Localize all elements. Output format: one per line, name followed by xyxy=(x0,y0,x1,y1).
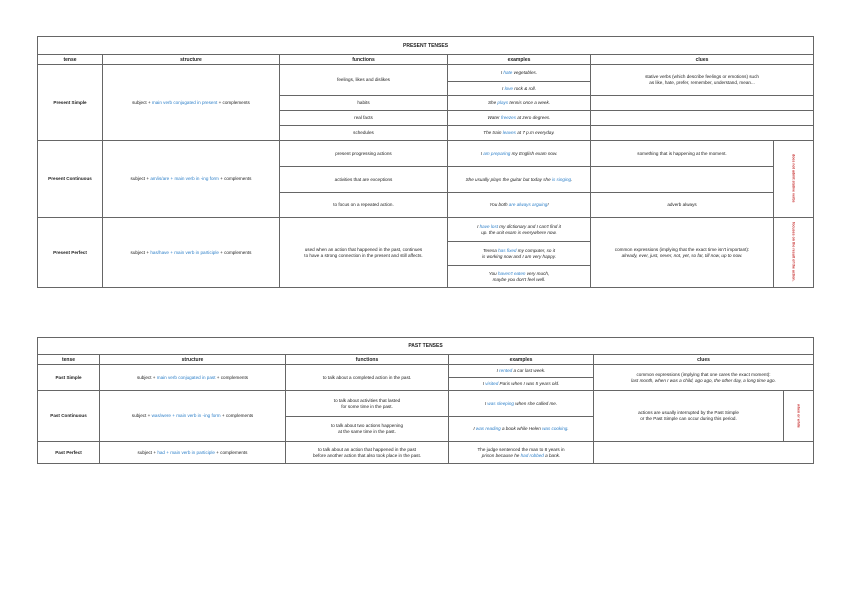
example-leaves: The train leaves at 7 p.m everyday. xyxy=(448,126,591,141)
example-visited: I visited Paris when I was 5 years old. xyxy=(449,378,594,391)
clue-happening-now: something that is happening at the moment. xyxy=(591,141,774,167)
example-freezes: Water freezes at zero degrees. xyxy=(448,111,591,126)
clues-empty xyxy=(591,96,814,111)
tense-present-continuous: Present Continuous xyxy=(38,141,103,218)
tense-past-continuous: Past Continuous xyxy=(38,391,100,442)
example-preparing: I am preparing my English exam now. xyxy=(448,141,591,167)
note-present-continuous: does not admit stative verbs xyxy=(774,141,814,218)
header-clues: clues xyxy=(591,55,814,65)
structure-past-continuous: subject + was/were + main verb in -ing form + complements xyxy=(100,391,286,442)
header-examples: examples xyxy=(449,355,594,365)
tense-past-perfect: Past Perfect xyxy=(38,442,100,464)
function-past-perfect: to talk about an action that happened in the past before another action that also took place in the past. xyxy=(286,442,449,464)
clue-adverb-always: adverb always xyxy=(591,193,774,218)
structure-past-simple: subject + main verb conjugated in past + complements xyxy=(100,365,286,391)
structure-present-continuous: subject + am/is/are + main verb in -ing form + complements xyxy=(103,141,280,218)
structure-present-perfect: subject + has/have + main verb in participle + complements xyxy=(103,218,280,288)
tense-present-perfect: Present Perfect xyxy=(38,218,103,288)
header-structure: structure xyxy=(103,55,280,65)
example-rented: I rented a car last week. xyxy=(449,365,594,378)
example-singing: She usually plays the guitar but today she is singing. xyxy=(448,167,591,193)
note-past-continuous: when or while xyxy=(784,391,814,442)
example-arguing: You both are always arguing! xyxy=(448,193,591,218)
header-clues: clues xyxy=(594,355,814,365)
function-present-perfect: used when an action that happened in the past, continues to have a strong connection in the present and still affects. xyxy=(280,218,448,288)
past-table-caption: PAST TENSES xyxy=(38,338,814,355)
header-structure: structure xyxy=(100,355,286,365)
clues-present-simple: stative verbs (which describe feelings or emotions) such as like, hate, prefer, remember, understand, mean... xyxy=(591,65,814,96)
function-habits: habits xyxy=(280,96,448,111)
structure-present-simple: subject + main verb conjugated in present + complements xyxy=(103,65,280,141)
header-functions: functions xyxy=(280,55,448,65)
function-repeated: to focus on a repeated action. xyxy=(280,193,448,218)
tense-past-simple: Past Simple xyxy=(38,365,100,391)
function-lasted: to talk about activities that lasted for some time in the past. xyxy=(286,391,449,417)
function-real-facts: real facts xyxy=(280,111,448,126)
past-tenses-table xyxy=(37,337,814,464)
example-reading: I was reading a book while Helen was cooking. xyxy=(449,417,594,442)
structure-past-perfect: subject + had + main verb in participle + complements xyxy=(100,442,286,464)
header-tense: tense xyxy=(38,355,100,365)
example-fixed: Teresa has fixed my computer, so it is working now and I am very happy. xyxy=(448,242,591,266)
header-examples: examples xyxy=(448,55,591,65)
function-exceptions: activities that are exceptions xyxy=(280,167,448,193)
clues-past-continuous: actions are usually interrupted by the Past Simple or the Past Simple can occur during this period. xyxy=(594,391,784,442)
clues-past-simple: common expressions (implying that one cares the exact moment): last month, when I was a child, ago ago, the other day, a long time ago. xyxy=(594,365,814,391)
example-lost: I have lost my dictionary and I can't find it up. the unit exam is everywhere now. xyxy=(448,218,591,242)
function-past-simple: to talk about a completed action in the past. xyxy=(286,365,449,391)
note-present-perfect: focuses on the result of the action. xyxy=(774,218,814,288)
header-functions: functions xyxy=(286,355,449,365)
clues-empty xyxy=(591,111,814,126)
clue-empty xyxy=(591,167,774,193)
header-tense: tense xyxy=(38,55,103,65)
example-sleeping: I was sleeping when she called me. xyxy=(449,391,594,417)
function-feelings: feelings, likes and dislikes xyxy=(280,65,448,96)
example-love: I love rock & roll. xyxy=(448,82,591,96)
tense-present-simple: Present Simple xyxy=(38,65,103,141)
function-progressing: present progressing actions xyxy=(280,141,448,167)
present-table-caption: PRESENT TENSES xyxy=(38,37,814,55)
function-schedules: schedules xyxy=(280,126,448,141)
clues-present-perfect: common expressions (implying that the exact time isn't important): already, ever, just, never, not, yet, so far, till now, up to now. xyxy=(591,218,774,288)
clues-empty xyxy=(591,126,814,141)
example-eaten: You haven't eaten very much, maybe you don't feel well. xyxy=(448,266,591,288)
example-plays: She plays tennis once a week. xyxy=(448,96,591,111)
present-tenses-table xyxy=(37,36,814,288)
function-simultaneous: to talk about two actions happening at the same time in the past. xyxy=(286,417,449,442)
example-robbed: The judge sentenced the man to 8 years in prison because he had robbed a bank. xyxy=(449,442,594,464)
example-hate: I hate vegetables. xyxy=(448,65,591,82)
clues-past-perfect xyxy=(594,442,814,464)
